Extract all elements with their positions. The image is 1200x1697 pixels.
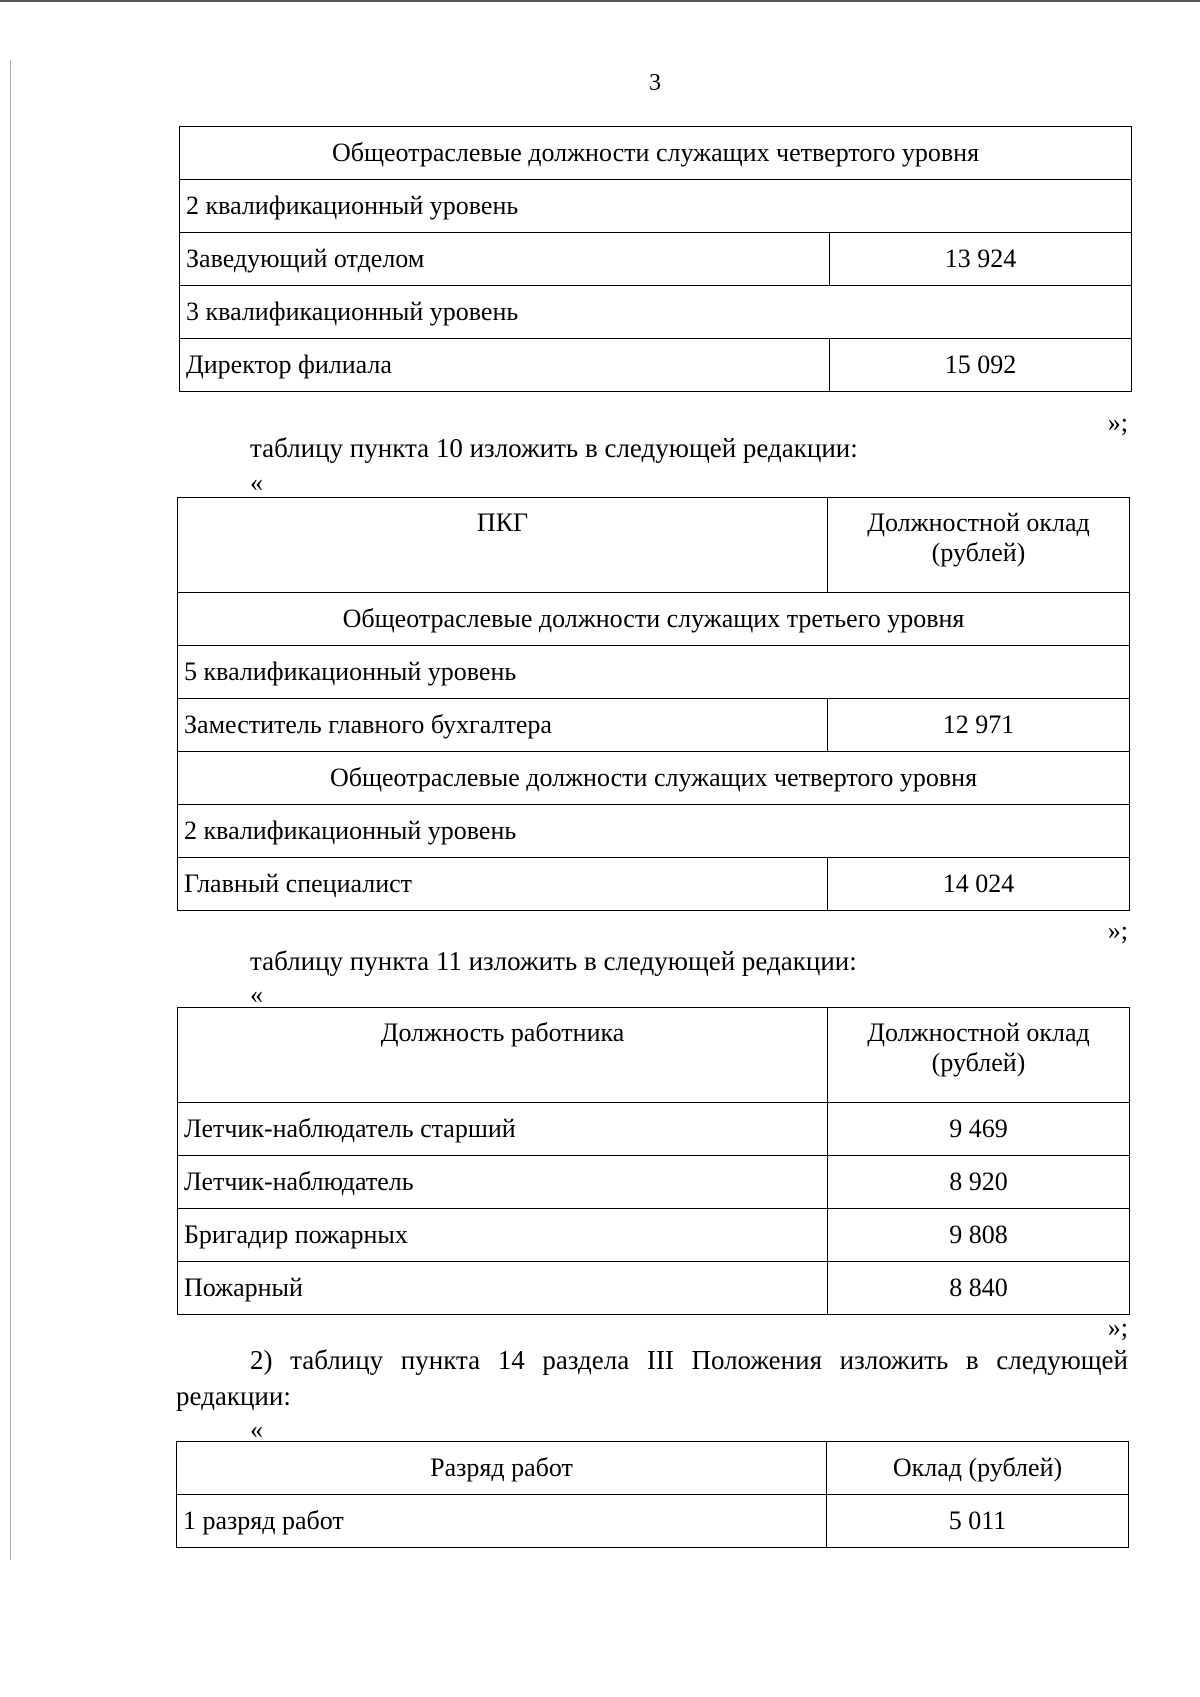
- group-header-row: [178, 752, 1130, 805]
- header-pkg: ПКГ: [178, 498, 828, 593]
- table-point11: [177, 1007, 1130, 1315]
- table-row: [177, 1495, 1129, 1548]
- closing-quote: »;: [1107, 408, 1128, 437]
- header-salary: Должностной оклад (рублей): [828, 1008, 1130, 1103]
- opening-quote: «: [250, 980, 263, 1009]
- paragraph-table14-line1: 2) таблицу пункта 14 раздела III Положения изложить в следующей: [250, 1345, 1128, 1375]
- table-row: [178, 1262, 1130, 1315]
- table-body: [178, 1103, 1130, 1315]
- header-grade: Разряд работ: [177, 1442, 827, 1495]
- row-value: 8 920: [828, 1156, 1130, 1209]
- header-salary: Оклад (рублей): [827, 1442, 1129, 1495]
- row-label: Летчик-наблюдатель старший: [178, 1103, 828, 1156]
- row-value: 14 024: [828, 858, 1130, 911]
- table-row: [178, 858, 1130, 911]
- header-salary: Должностной оклад (рублей): [828, 498, 1130, 593]
- level-row: [178, 646, 1130, 699]
- level-row: [180, 180, 1132, 233]
- level-label: 2 квалификационный уровень: [178, 805, 1130, 858]
- level-label: 3 квалификационный уровень: [180, 286, 1132, 339]
- paragraph-table11: таблицу пункта 11 изложить в следующей редакции:: [250, 946, 857, 976]
- group-header-row: [180, 127, 1132, 180]
- group-label: Общеотраслевые должности служащих третьего уровня: [178, 593, 1130, 646]
- row-value: 13 924: [830, 233, 1132, 286]
- row-value: 8 840: [828, 1262, 1130, 1315]
- row-label: Бригадир пожарных: [178, 1209, 828, 1262]
- scan-edge-left: [10, 60, 11, 1560]
- header-position: Должность работника: [178, 1008, 828, 1103]
- row-label: Заведующий отделом: [180, 233, 830, 286]
- table-point10: [177, 497, 1130, 911]
- group-label: Общеотраслевые должности служащих четвертого уровня: [180, 127, 1132, 180]
- opening-quote: «: [250, 468, 263, 497]
- table-point14: [176, 1441, 1129, 1548]
- table-header-row: [178, 1008, 1130, 1103]
- row-value: 9 808: [828, 1209, 1130, 1262]
- row-label: Летчик-наблюдатель: [178, 1156, 828, 1209]
- table-row: [178, 1156, 1130, 1209]
- level-row: [180, 286, 1132, 339]
- level-row: [178, 805, 1130, 858]
- row-value: 15 092: [830, 339, 1132, 392]
- row-label: Пожарный: [178, 1262, 828, 1315]
- table-row: [180, 339, 1132, 392]
- table-header-row: [177, 1442, 1129, 1495]
- table-body: [177, 1495, 1129, 1548]
- level-label: 2 квалификационный уровень: [180, 180, 1132, 233]
- row-value: 5 011: [827, 1495, 1129, 1548]
- group-header-row: [178, 593, 1130, 646]
- group-label: Общеотраслевые должности служащих четвертого уровня: [178, 752, 1130, 805]
- table-row: [178, 1103, 1130, 1156]
- row-label: 1 разряд работ: [177, 1495, 827, 1548]
- row-value: 9 469: [828, 1103, 1130, 1156]
- scan-edge-top: [0, 0, 1200, 2]
- page-number: 3: [649, 70, 661, 96]
- table-header-row: [178, 498, 1130, 593]
- paragraph-table10: таблицу пункта 10 изложить в следующей редакции:: [250, 433, 858, 463]
- table-body: [178, 593, 1130, 911]
- table-row: [180, 233, 1132, 286]
- row-label: Заместитель главного бухгалтера: [178, 699, 828, 752]
- level-label: 5 квалификационный уровень: [178, 646, 1130, 699]
- table-row: [178, 1209, 1130, 1262]
- row-label: Директор филиала: [180, 339, 830, 392]
- closing-quote: »;: [1107, 916, 1128, 945]
- paragraph-table14-line2: редакции:: [176, 1381, 291, 1411]
- opening-quote: «: [250, 1415, 263, 1444]
- row-value: 12 971: [828, 699, 1130, 752]
- table-body: [180, 127, 1132, 392]
- row-label: Главный специалист: [178, 858, 828, 911]
- table-row: [178, 699, 1130, 752]
- closing-quote: »;: [1107, 1313, 1128, 1342]
- table-salaries-level4: [179, 126, 1132, 392]
